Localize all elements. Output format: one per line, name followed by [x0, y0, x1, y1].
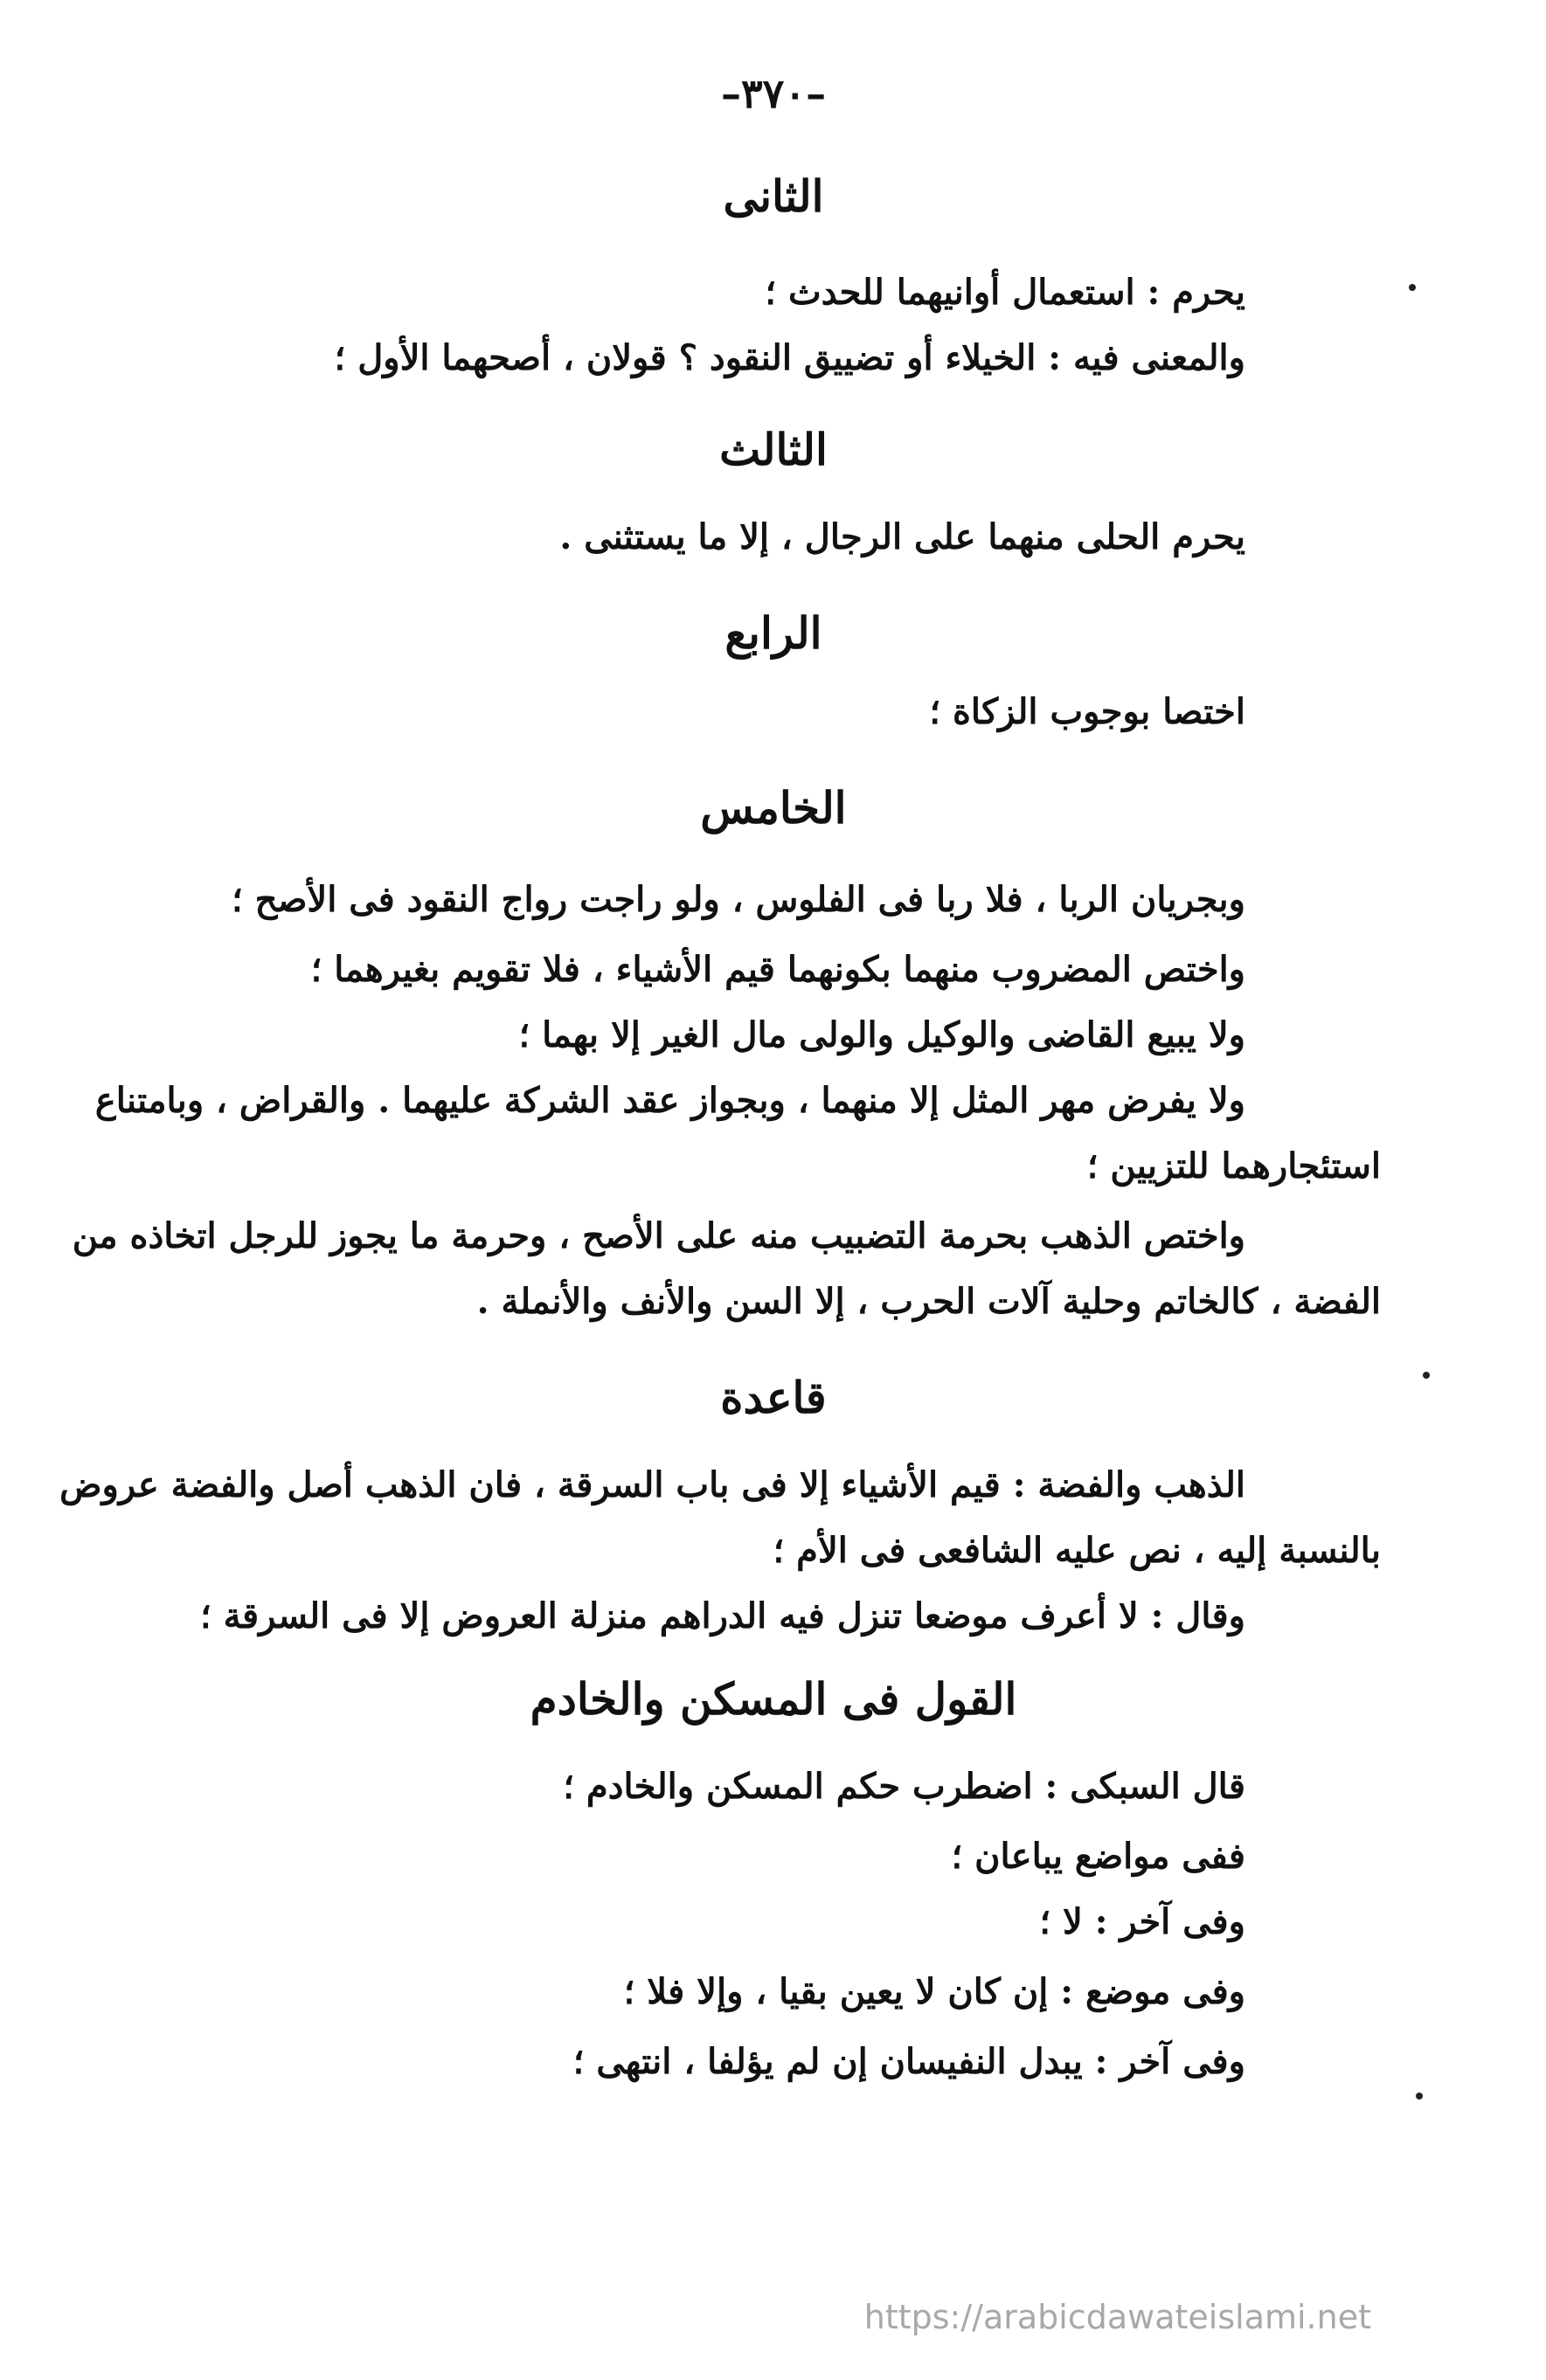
text-line: واختص المضروب منهما بكونهما قيم الأشياء ، فلا تقويم بغيرهما ؛ [310, 949, 1245, 990]
text-line: ولا يفرض مهر المثل إلا منهما ، وبجواز عقد الشركة عليهما . والقراض ، وبامتناع [94, 1080, 1245, 1121]
scan-speck [1416, 2093, 1423, 2100]
section-heading-dwelling: القول فى المسكن والخادم [530, 1673, 1017, 1725]
text-line: استئجارهما للتزيين ؛ [1086, 1145, 1381, 1187]
section-heading-fourth: الرابع [724, 607, 822, 659]
section-heading-fifth: الخامس [700, 782, 847, 834]
text-line: يحرم : استعمال أوانيهما للحدث ؛ [765, 272, 1245, 313]
scan-speck [1423, 1372, 1430, 1379]
text-line: بالنسبة إليه ، نص عليه الشافعى فى الأم ؛ [773, 1530, 1381, 1571]
scan-speck [1409, 284, 1416, 291]
text-line: ولا يبيع القاضى والوكيل والولى مال الغير إلا بهما ؛ [518, 1014, 1245, 1055]
text-line: وفى آخر : لا ؛ [1039, 1901, 1245, 1942]
text-line: وفى آخر : يبدل النفيسان إن لم يؤلفا ، انتهى ؛ [572, 2041, 1245, 2082]
text-line: وفى موضع : إن كان لا يعين بقيا ، وإلا فلا ؛ [623, 1971, 1245, 2012]
text-line: ففى مواضع يباعان ؛ [951, 1836, 1245, 1877]
text-line: والمعنى فيه : الخيلاء أو تضييق النقود ؟ قولان ، أصحهما الأول ؛ [334, 337, 1245, 378]
text-line: وبجريان الربا ، فلا ربا فى الفلوس ، ولو راجت رواج النقود فى الأصح ؛ [232, 879, 1245, 920]
text-line: الفضة ، كالخاتم وحلية آلات الحرب ، إلا السن والأنف والأنملة . [476, 1281, 1381, 1322]
text-line: وقال : لا أعرف موضعا تنزل فيه الدراهم منزلة العروض إلا فى السرقة ؛ [199, 1595, 1245, 1636]
text-line: اختصا بوجوب الزكاة ؛ [929, 691, 1245, 732]
text-line: الذهب والفضة : قيم الأشياء إلا فى باب السرقة ، فان الذهب أصل والفضة عروض [59, 1464, 1245, 1505]
section-heading-rule: قاعدة [720, 1372, 827, 1423]
text-line: قال السبكى : اضطرب حكم المسكن والخادم ؛ [563, 1766, 1245, 1807]
text-line: واختص الذهب بحرمة التضبيب منه على الأصح ، وحرمة ما يجوز للرجل اتخاذه من [72, 1215, 1245, 1256]
watermark-url: https://arabicdawateislami.net [863, 2298, 1371, 2336]
text-line: يحرم الحلى منهما على الرجال ، إلا ما يستثنى . [559, 516, 1245, 557]
section-heading-third: الثالث [719, 424, 828, 475]
section-heading-second: الثانى [723, 170, 824, 222]
page-number: –٣٧٠– [720, 70, 827, 117]
book-page [59, 61, 1381, 2333]
